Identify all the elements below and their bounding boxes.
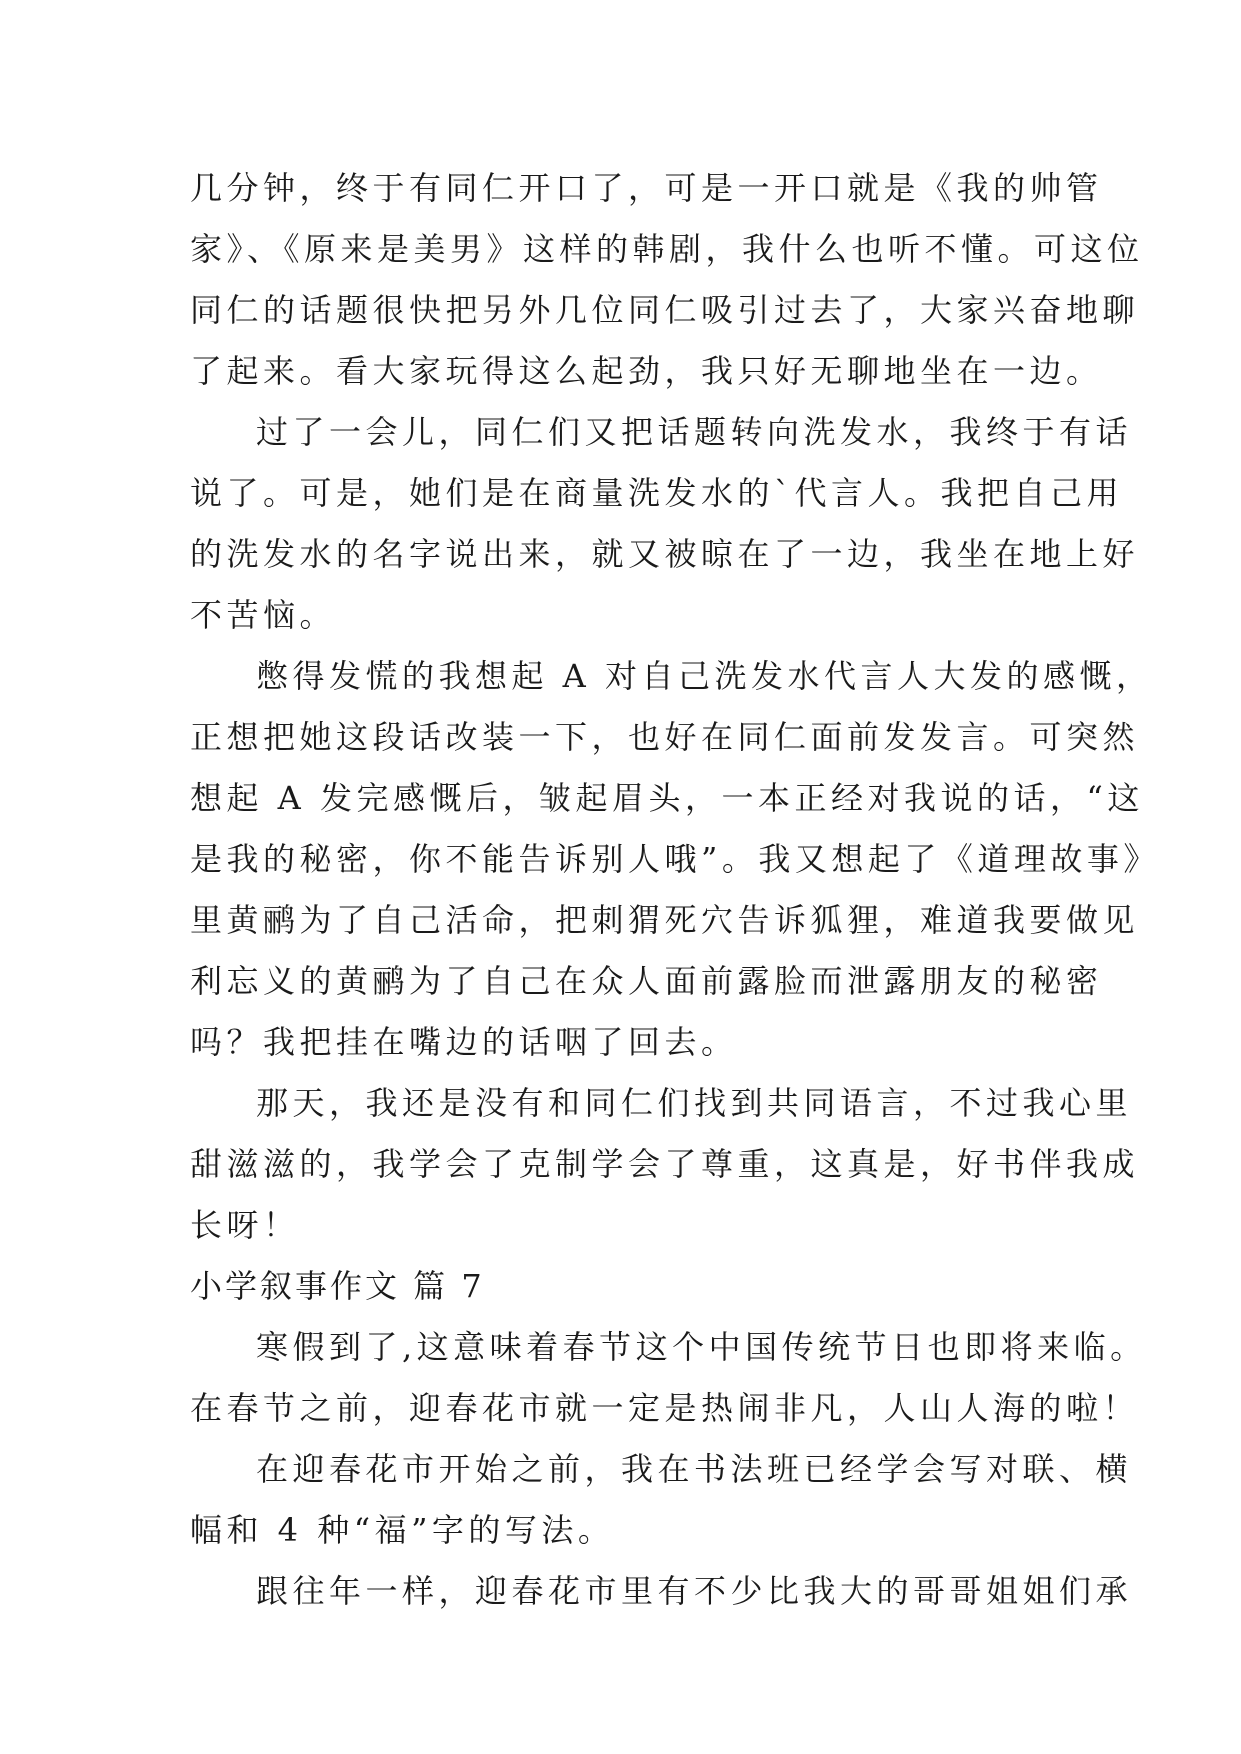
paragraph-line: 长呀！ — [190, 1206, 300, 1244]
paragraph-line: 的洗发水的名字说出来，就又被晾在了一边，我坐在地上好 — [190, 535, 1140, 573]
paragraph-line: 幅和 4 种“福”字的写法。 — [190, 1511, 615, 1549]
paragraph-line: 里黄鹂为了自己活命，把刺猬死穴告诉狐狸，难道我要做见 — [190, 901, 1140, 939]
paragraph-line: 同仁的话题很快把另外几位同仁吸引过去了，大家兴奋地聊 — [190, 291, 1140, 329]
paragraph-line: 说了。可是，她们是在商量洗发水的`代言人。我把自己用 — [190, 474, 1124, 512]
paragraph-line: 吗？我把挂在嘴边的话咽了回去。 — [190, 1023, 738, 1061]
paragraph-line: 那天，我还是没有和同仁们找到共同语言，不过我心里 — [256, 1084, 1133, 1122]
paragraph-line: 想起 A 发完感慨后，皱起眉头，一本正经对我说的话，“这 — [190, 779, 1144, 817]
paragraph-line: 正想把她这段话改装一下，也好在同仁面前发发言。可突然 — [190, 718, 1140, 756]
paragraph-line: 不苦恼。 — [190, 596, 337, 634]
paragraph-line: 过了一会儿，同仁们又把话题转向洗发水，我终于有话 — [256, 413, 1133, 451]
section-heading: 小学叙事作文 篇 7 — [190, 1267, 485, 1305]
paragraph-line: 了起来。看大家玩得这么起劲，我只好无聊地坐在一边。 — [190, 352, 1103, 390]
paragraph-line: 几分钟，终于有同仁开口了，可是一开口就是《我的帅管 — [190, 169, 1103, 207]
paragraph-line: 寒假到了,这意味着春节这个中国传统节日也即将来临。 — [256, 1328, 1147, 1366]
paragraph-line: 跟往年一样，迎春花市里有不少比我大的哥哥姐姐们承 — [256, 1572, 1133, 1610]
paragraph-line: 是我的秘密，你不能告诉别人哦”。我又想起了《道理故事》 — [190, 840, 1160, 878]
paragraph-line: 在迎春花市开始之前，我在书法班已经学会写对联、横 — [256, 1450, 1133, 1488]
document-body — [190, 158, 1160, 1622]
paragraph-line: 利忘义的黄鹂为了自己在众人面前露脸而泄露朋友的秘密 — [190, 962, 1103, 1000]
paragraph-line: 甜滋滋的，我学会了克制学会了尊重，这真是，好书伴我成 — [190, 1145, 1140, 1183]
paragraph-line: 在春节之前，迎春花市就一定是热闹非凡，人山人海的啦！ — [190, 1389, 1140, 1427]
paragraph-line: 憋得发慌的我想起 A 对自己洗发水代言人大发的感慨， — [256, 657, 1153, 695]
paragraph-line: 家》、《原来是美男》这样的韩剧，我什么也听不懂。可这位 — [190, 230, 1144, 268]
